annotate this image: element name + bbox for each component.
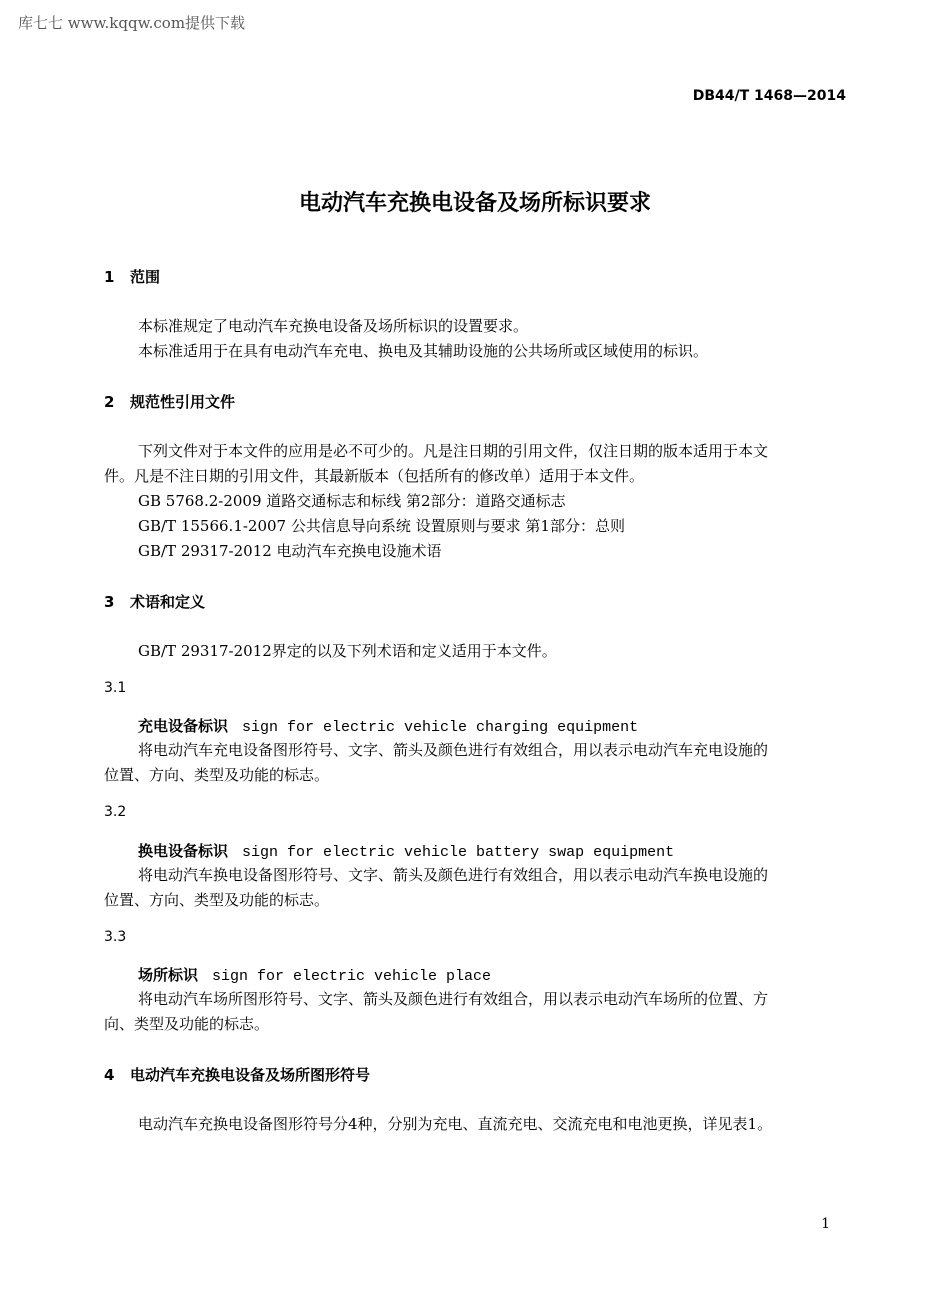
section-2-paragraph-line-1: 下列文件对于本文件的应用是必不可少的。凡是注日期的引用文件，仅注日期的版本适用于本文 [138, 442, 769, 460]
clause-number: 3.2 [104, 804, 127, 820]
document-number: DB44/T 1468—2014 [692, 88, 846, 104]
section-1-heading [104, 266, 160, 287]
section-2-heading [104, 391, 235, 412]
term-entry [138, 715, 638, 736]
term-definition-line-2: 位置、方向、类型及功能的标志。 [104, 766, 330, 784]
term-definition-line-2: 位置、方向、类型及功能的标志。 [104, 891, 330, 909]
clause-number: 3.3 [104, 929, 127, 945]
term-definition-line-1: 将电动汽车场所图形符号、文字、箭头及颜色进行有效组合，用以表示电动汽车场所的位置、方 [138, 990, 769, 1008]
term-chinese: 换电设备标识 [138, 842, 229, 860]
term-chinese: 场所标识 [138, 966, 199, 984]
page-title: 电动汽车充换电设备及场所标识要求 [298, 191, 651, 216]
term-definition-line-1: 将电动汽车换电设备图形符号、文字、箭头及颜色进行有效组合，用以表示电动汽车换电设施的 [138, 866, 769, 884]
reference-item: GB 5768.2-2009 道路交通标志和标线 第2部分：道路交通标志 [138, 492, 566, 510]
section-1-paragraph-1: 本标准规定了电动汽车充换电设备及场所标识的设置要求。 [138, 317, 529, 335]
section-number: 1 [104, 268, 115, 286]
section-title: 电动汽车充换电设备及场所图形符号 [130, 1066, 371, 1084]
term-chinese: 充电设备标识 [138, 717, 229, 735]
section-4-paragraph: 电动汽车充换电设备图形符号分4种，分别为充电、直流充电、交流充电和电池更换，详见表1。 [138, 1115, 773, 1133]
reference-item: GB/T 29317-2012 电动汽车充换电设施术语 [138, 542, 442, 560]
section-number: 4 [104, 1066, 115, 1084]
page-number: 1 [821, 1216, 830, 1232]
section-4-heading [104, 1064, 370, 1085]
section-1-paragraph-2: 本标准适用于在具有电动汽车充电、换电及其辅助设施的公共场所或区域使用的标识。 [138, 342, 709, 360]
watermark: 库七七 www.kqqw.com提供下载 [18, 14, 246, 32]
reference-item: GB/T 15566.1-2007 公共信息导向系统 设置原则与要求 第1部分：总则 [138, 517, 625, 535]
term-entry [138, 840, 674, 861]
section-number: 3 [104, 593, 115, 611]
term-english: sign for electric vehicle charging equipment [242, 719, 639, 736]
section-2-paragraph-line-2: 件。凡是不注日期的引用文件，其最新版本（包括所有的修改单）适用于本文件。 [104, 467, 645, 485]
section-title: 术语和定义 [130, 593, 206, 611]
section-number: 2 [104, 393, 115, 411]
clause-number: 3.1 [104, 680, 127, 696]
term-definition-line-1: 将电动汽车充电设备图形符号、文字、箭头及颜色进行有效组合，用以表示电动汽车充电设施的 [138, 741, 769, 759]
section-title: 范围 [130, 268, 161, 286]
section-title: 规范性引用文件 [130, 393, 236, 411]
term-entry [138, 964, 491, 985]
term-definition-line-2: 向、类型及功能的标志。 [104, 1015, 270, 1033]
section-3-intro: GB/T 29317-2012界定的以及下列术语和定义适用于本文件。 [138, 642, 557, 660]
term-english: sign for electric vehicle battery swap equipment [242, 844, 675, 861]
term-english: sign for electric vehicle place [212, 968, 492, 985]
section-3-heading [104, 591, 205, 612]
